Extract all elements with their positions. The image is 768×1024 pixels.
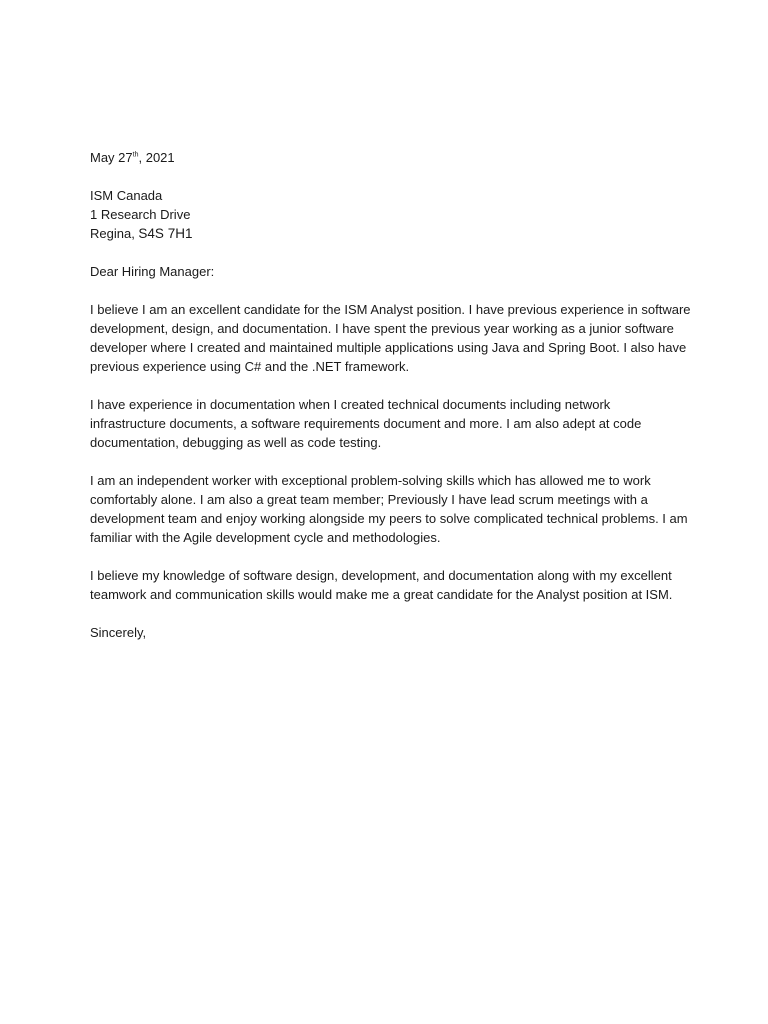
recipient-city-line [90, 224, 680, 243]
paragraph-line: comfortably alone. I am also a great team member; Previously I have lead scrum meetings with a [90, 492, 648, 507]
paragraph-line: familiar with the Agile development cycle and methodologies. [90, 530, 441, 545]
paragraph-line: I have experience in documentation when I created technical documents including network [90, 397, 611, 412]
body-paragraph-3 [90, 471, 688, 547]
date-year: , 2021 [138, 150, 175, 165]
paragraph-line: infrastructure documents, a software requirements document and more. I am also adept at code [90, 416, 642, 431]
paragraph-line: previous experience using C# and the .NET framework. [90, 359, 410, 374]
paragraph-line: development, design, and documentation. I have spent the previous year working as a junior software [90, 321, 674, 336]
recipient-street: 1 Research Drive [90, 207, 191, 222]
paragraph-line: developer where I created and maintained multiple applications using Java and Spring Boot. I also have [90, 340, 687, 355]
date-month-day: May 27 [90, 150, 133, 165]
body-paragraph-2 [90, 395, 680, 452]
recipient-company: ISM Canada [90, 188, 163, 203]
closing: Sincerely, [90, 625, 147, 640]
paragraph-line: development team and enjoy working alongside my peers to solve complicated technical problems. I am [90, 511, 688, 526]
recipient-postal-code: S4S 7H1 [138, 226, 193, 241]
paragraph-line: I believe I am an excellent candidate for the ISM Analyst position. I have previous experience in software [90, 302, 691, 317]
letter-date [90, 148, 680, 167]
cover-letter [90, 148, 691, 642]
paragraph-line: teamwork and communication skills would make me a great candidate for the Analyst position at ISM. [90, 587, 673, 602]
body-paragraph-4 [90, 566, 680, 604]
recipient-address [90, 186, 680, 243]
salutation: Dear Hiring Manager: [90, 264, 215, 279]
paragraph-line: documentation, debugging as well as code testing. [90, 435, 382, 450]
body-paragraph-1 [90, 300, 691, 376]
paragraph-line: I am an independent worker with exceptional problem-solving skills which has allowed me to work [90, 473, 651, 488]
recipient-city: Regina, [90, 226, 139, 241]
date-ordinal-suffix: th [132, 151, 139, 159]
paragraph-line: I believe my knowledge of software design, development, and documentation along with my excellent [90, 568, 672, 583]
